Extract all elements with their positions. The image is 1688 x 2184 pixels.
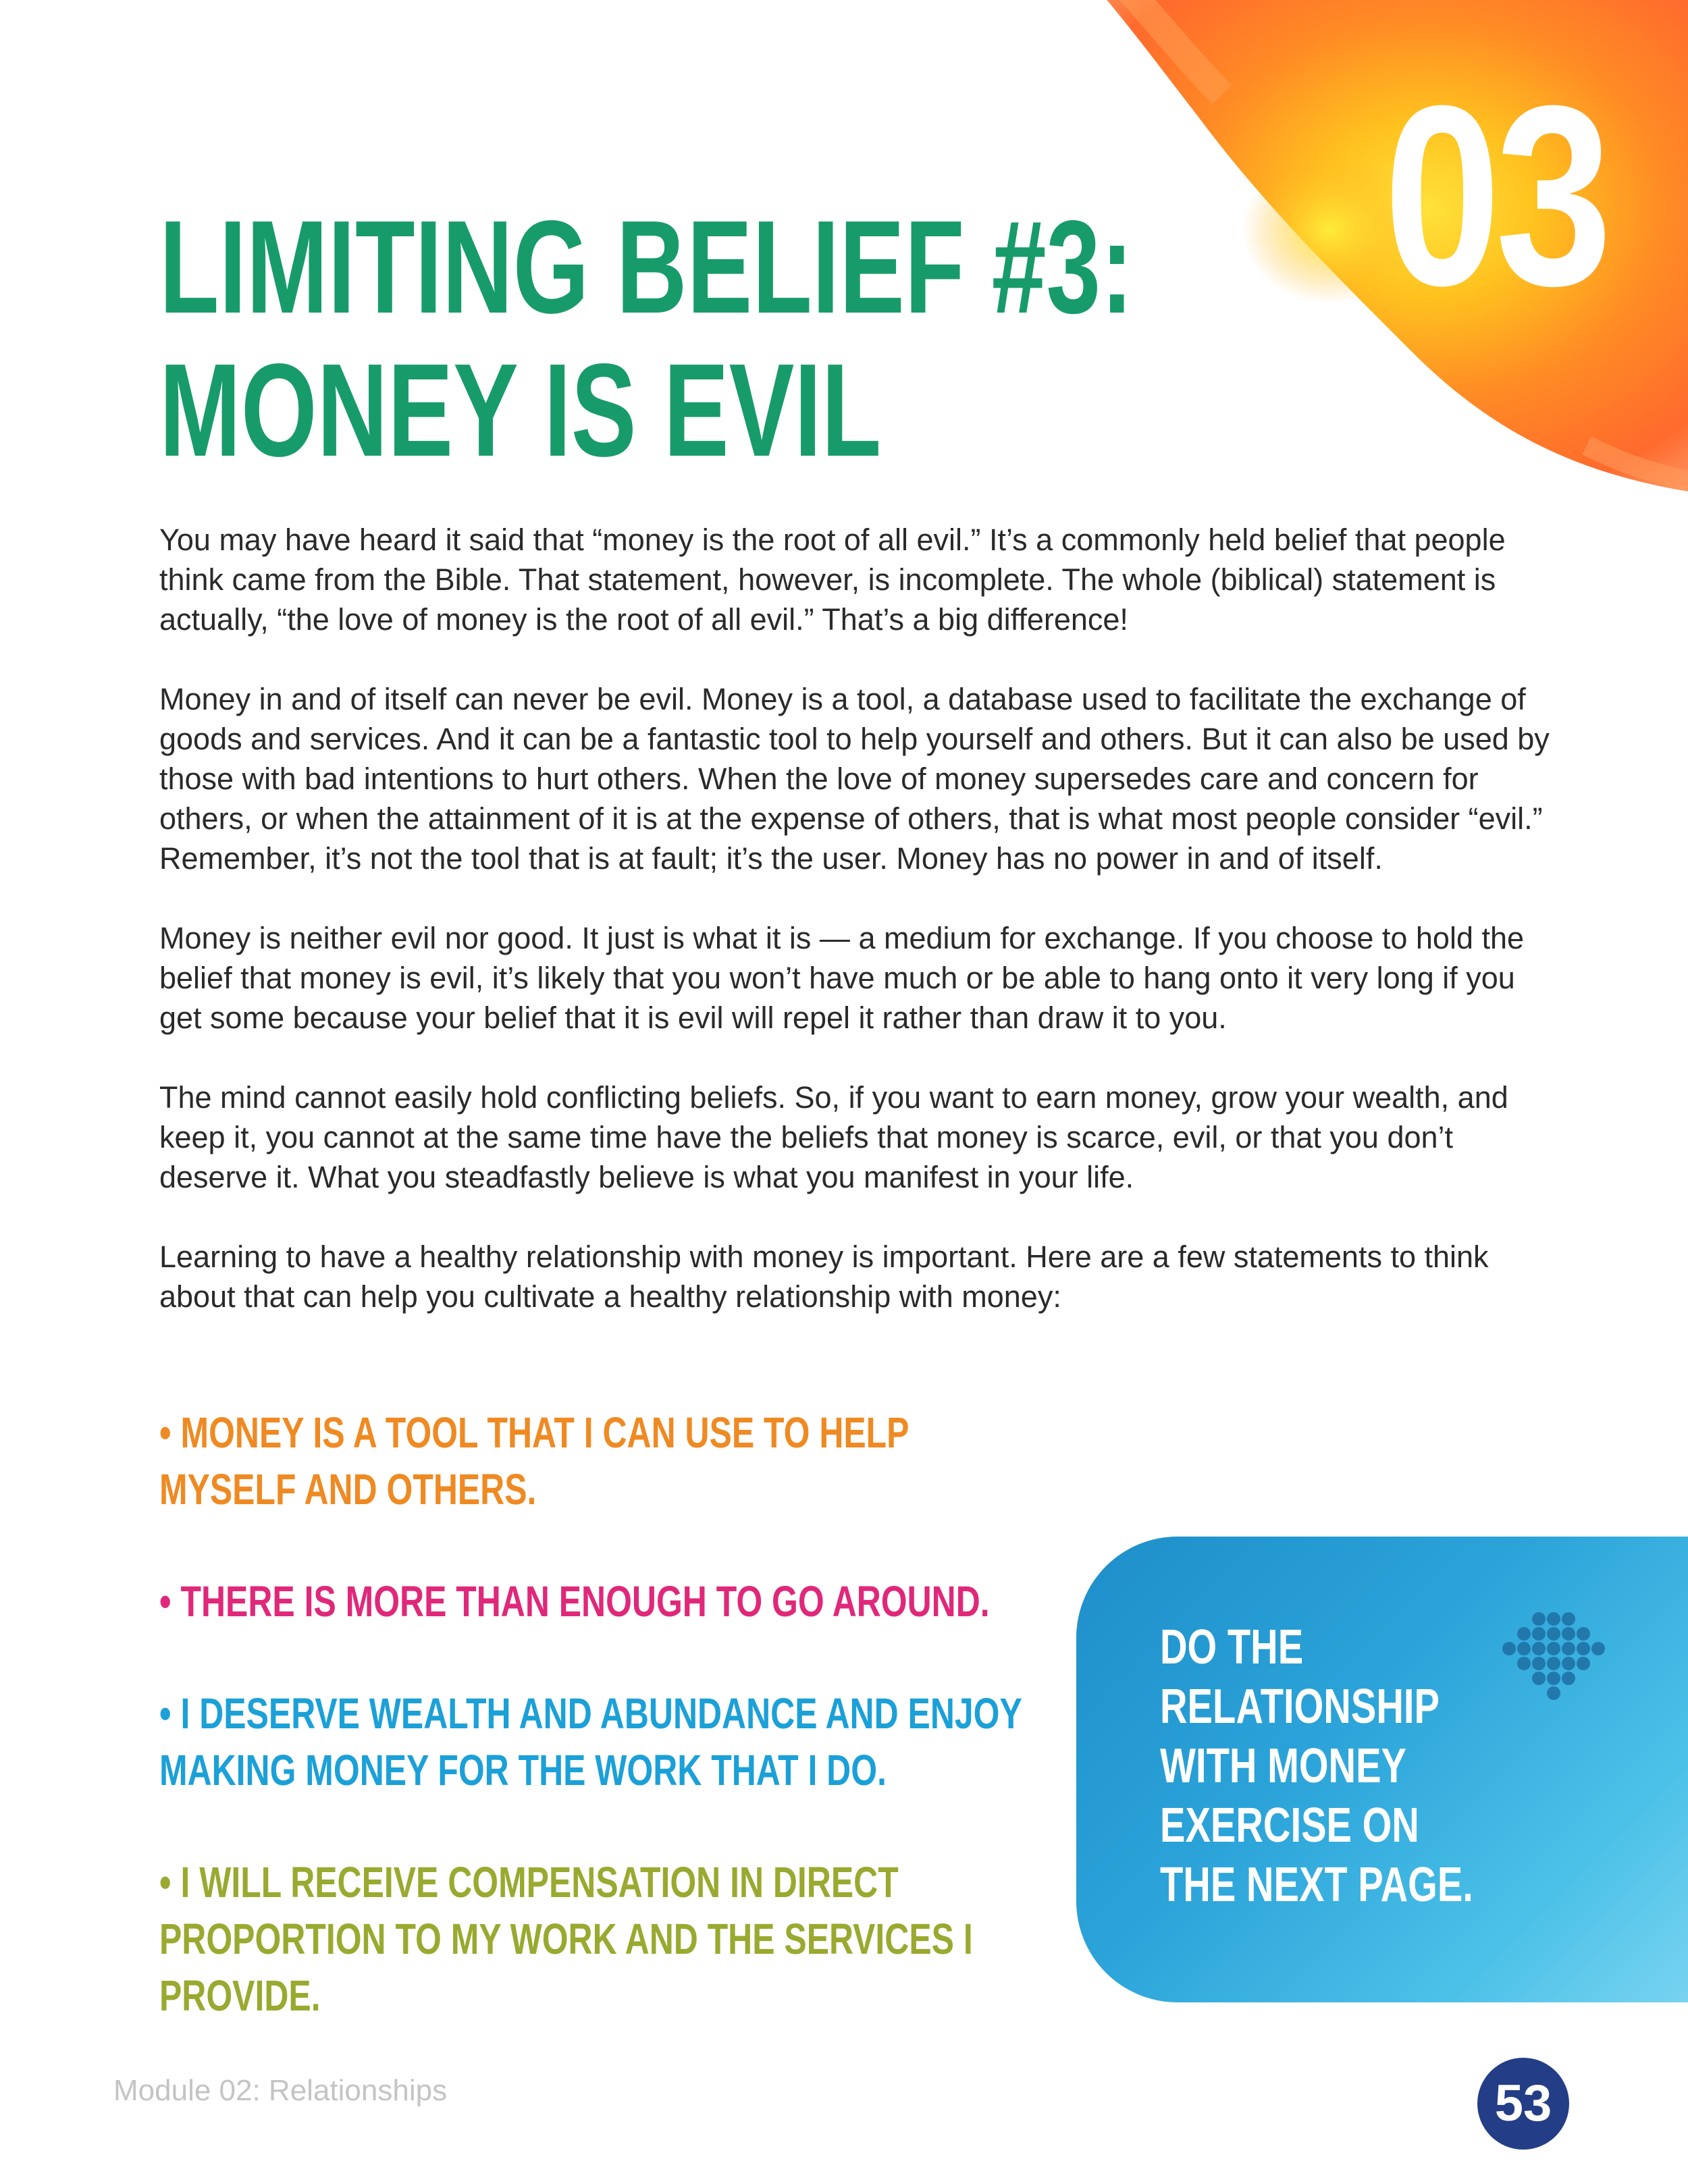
bullet: • xyxy=(159,1689,172,1738)
paragraph: Money in and of itself can never be evil. Money is a tool, a database used to facilitate the exchange of goods and services. And it can be a fantastic tool to help yourself and others. But it can also be used by those with bad intentions to hurt others. When the love of money supersedes care and concern for others, or when the attainment of it is at the expense of others, that is what most people consider “evil.” Remember, it’s not the tool that is at fault; it’s the user. Money has no power in and of itself. xyxy=(159,682,1550,876)
title-line-2: MONEY IS EVIL xyxy=(159,336,882,484)
affirmation-text: PROVIDE. xyxy=(159,1971,321,2020)
body-text xyxy=(159,520,1550,1356)
callout-text xyxy=(1160,1618,1539,1915)
affirmation-text: MAKING MONEY FOR THE WORK THAT I DO. xyxy=(159,1746,887,1794)
paragraph: The mind cannot easily hold conflicting beliefs. So, if you want to earn money, grow your wealth, and keep it, you cannot at the same time have the beliefs that money is scarce, evil, or that you don’t deserve it. What you steadfastly believe is what you manifest in your life. xyxy=(159,1080,1508,1194)
affirmation-list xyxy=(159,1404,1159,2079)
page-number-badge: 53 xyxy=(1477,2058,1569,2150)
exercise-callout xyxy=(1076,1537,1688,2002)
callout-line: WITH MONEY xyxy=(1160,1739,1407,1793)
paragraph: You may have heard it said that “money is the root of all evil.” It’s a commonly held belief that people think came from the Bible. That statement, however, is incomplete. The whole (biblical) statement is actually, “the love of money is the root of all evil.” That’s a big difference! xyxy=(159,523,1506,637)
affirmation-text: I WILL RECEIVE COMPENSATION IN DIRECT xyxy=(180,1858,899,1907)
affirmation-text: MONEY IS A TOOL THAT I CAN USE TO HELP xyxy=(180,1408,909,1457)
affirmation-item xyxy=(159,1685,1160,1799)
callout-line: THE NEXT PAGE. xyxy=(1160,1858,1473,1912)
affirmation-text: THERE IS MORE THAN ENOUGH TO GO AROUND. xyxy=(180,1577,990,1626)
page-title xyxy=(159,193,1134,484)
affirmation-item xyxy=(159,1854,1160,2024)
dotted-arrow-down-icon xyxy=(1488,1611,1616,1719)
affirmation-text: PROPORTION TO MY WORK AND THE SERVICES I xyxy=(159,1915,973,1963)
bullet: • xyxy=(159,1577,172,1626)
callout-line: RELATIONSHIP xyxy=(1160,1680,1440,1734)
title-line-1: LIMITING BELIEF #3: xyxy=(159,193,1134,341)
footer-module-label: Module 02: Relationships xyxy=(113,2074,448,2107)
bullet: • xyxy=(159,1858,172,1907)
callout-line: DO THE xyxy=(1160,1620,1304,1674)
callout-line: EXERCISE ON xyxy=(1160,1799,1419,1853)
paragraph: Money is neither evil nor good. It just is what it is — a medium for exchange. If you choose to hold the belief that money is evil, it’s likely that you won’t have much or be able to hang onto it very long if you get some because your belief that it is evil will repel it rather than draw it to you. xyxy=(159,921,1525,1035)
affirmation-item xyxy=(159,1573,1160,1630)
chapter-number: 03 xyxy=(1383,52,1607,339)
affirmation-text: MYSELF AND OTHERS. xyxy=(159,1465,537,1514)
paragraph: Learning to have a healthy relationship with money is important. Here are a few statements to think about that can help you cultivate a healthy relationship with money: xyxy=(159,1240,1489,1314)
affirmation-text: I DESERVE WEALTH AND ABUNDANCE AND ENJOY xyxy=(180,1689,1022,1738)
affirmation-item xyxy=(159,1404,1160,1518)
bullet: • xyxy=(159,1408,172,1457)
